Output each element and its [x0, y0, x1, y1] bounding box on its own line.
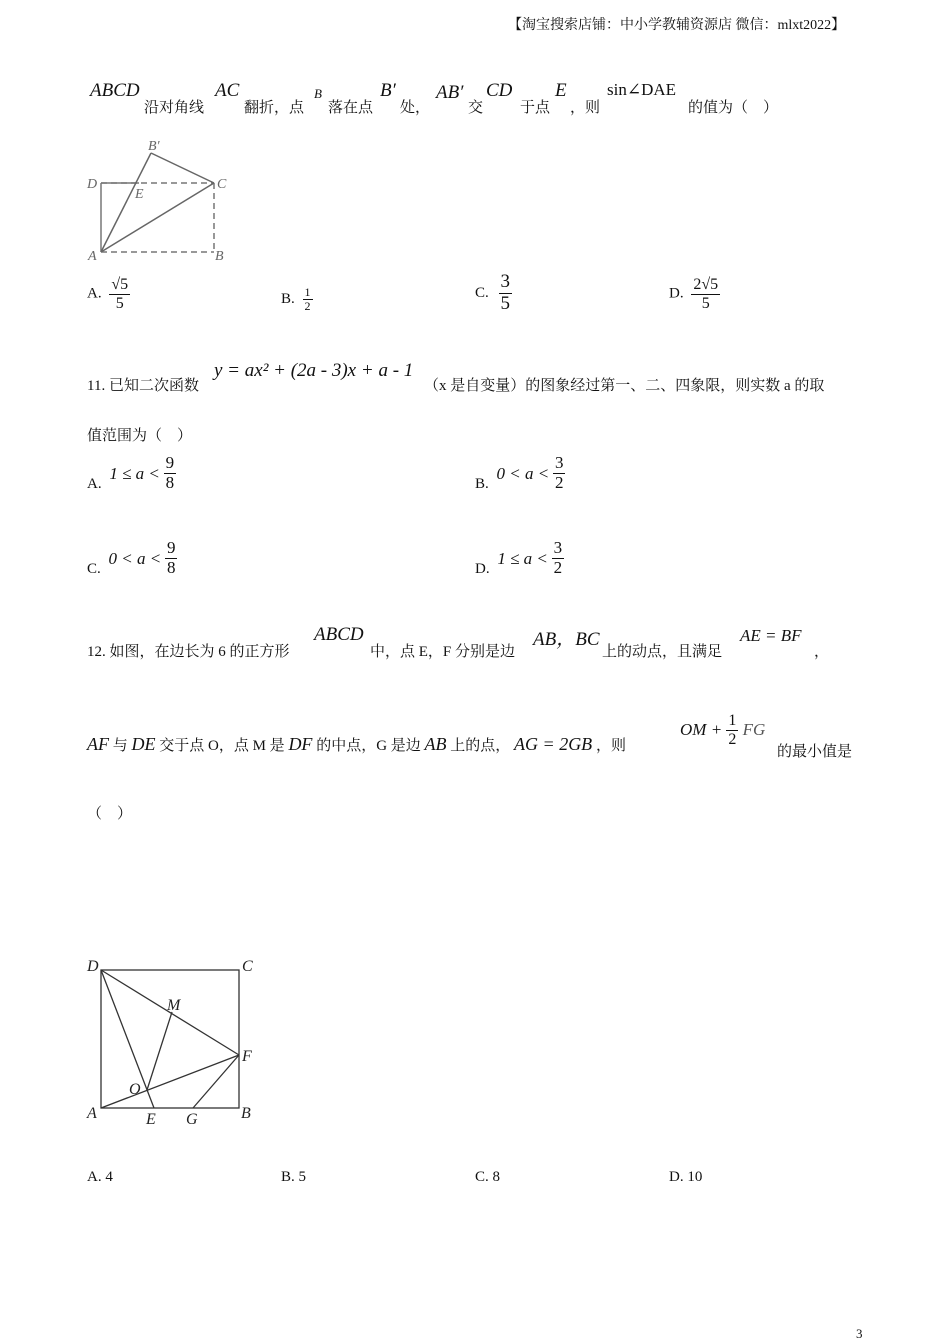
q12-text: 交于点 O，点 M 是 [159, 738, 285, 754]
header-watermark: 【淘宝搜索店铺：中小学教辅资源店 微信：mlxt2022】 [508, 18, 846, 33]
option-numerator: 2√5 [693, 276, 719, 293]
q12-text: 中，点 E，F 分别是边 [370, 644, 516, 660]
q11-prefix: 11. 已知二次函数 [87, 378, 199, 394]
q12-fg: FG [742, 720, 766, 740]
q12-line2 [87, 734, 626, 755]
q10-e: E [555, 80, 567, 101]
q12-line-de [101, 970, 154, 1108]
option-denominator: 5 [500, 292, 511, 314]
option-label: C. [475, 284, 489, 301]
q11-line2: 值范围为（ ） [87, 428, 193, 444]
q12-de: DE [131, 734, 156, 754]
q12-text: ，则 [595, 738, 626, 754]
q12-line-gf [193, 1055, 239, 1108]
q11-option-d[interactable] [475, 539, 564, 578]
q12-ab: AB [424, 734, 447, 754]
option-numerator: 3 [500, 271, 511, 292]
option-numerator: 3 [554, 453, 564, 473]
option-inequality: 1 ≤ a < [109, 463, 160, 483]
q10-text: 处， [400, 100, 431, 116]
q10-label-e: E [135, 187, 144, 202]
q12-half-num: 1 [728, 712, 737, 729]
q12-text: 上的动点，且满足 [602, 644, 723, 660]
option-label: B. [475, 476, 489, 492]
q10-text: 的值为（ ） [688, 100, 779, 116]
option-label: A. [87, 476, 102, 492]
q12-expression [680, 712, 765, 748]
option-label: A. [87, 285, 102, 302]
q12-label-c: C [242, 958, 253, 975]
q12-text: 上的点， [450, 738, 511, 754]
q12-line-af [101, 1055, 239, 1108]
option-denominator: 2 [553, 558, 563, 577]
q10-text: 落在点 [328, 100, 374, 116]
option-denominator: 2 [304, 299, 311, 314]
q10-b: B [314, 86, 322, 101]
q12-line3: （ ） [87, 806, 133, 822]
q12-label-o: O [129, 1081, 141, 1098]
q12-text: 的最小值是 [777, 744, 853, 760]
q12-square [101, 970, 239, 1108]
q10-text: 交 [468, 100, 484, 116]
q10-label-b: B [215, 249, 224, 264]
q12-option-b[interactable]: B. 5 [281, 1169, 307, 1185]
q10-option-b[interactable] [281, 286, 313, 313]
option-numerator: 9 [165, 453, 175, 473]
option-denominator: 2 [554, 473, 564, 492]
q10-option-d[interactable] [669, 276, 720, 312]
option-numerator: 9 [166, 538, 176, 558]
option-label: D. [475, 561, 490, 577]
q12-ag-2gb: AG = 2GB [514, 734, 593, 754]
q12-option-d[interactable]: D. 10 [669, 1169, 703, 1185]
q12-label-b: B [241, 1105, 251, 1122]
q12-df: DF [288, 734, 313, 754]
q11-formula: y = ax² + (2a - 3)x + a - 1 [214, 360, 414, 381]
q10-text: 于点 [520, 100, 551, 116]
q10-ab-prime: AB′ [436, 82, 464, 103]
q12-option-c[interactable]: C. 8 [475, 1169, 501, 1185]
q12-text: 的中点，G 是边 [316, 738, 421, 754]
q10-figure [84, 134, 234, 264]
q12-ab-bc: AB，BC [533, 629, 600, 650]
q10-option-a[interactable] [87, 276, 130, 312]
q10-label-a: A [88, 249, 97, 264]
q12-om-plus: OM + [680, 720, 723, 740]
option-inequality: 0 < a < [496, 463, 550, 483]
option-numerator: 3 [553, 538, 563, 558]
q11-suffix: （x 是自变量）的图象经过第一、二、四象限，则实数 a 的取 [424, 378, 825, 394]
option-denominator: 8 [166, 558, 176, 577]
option-inequality: 0 < a < [108, 548, 162, 568]
q12-half-den: 2 [728, 730, 737, 748]
option-numerator: 1 [304, 285, 311, 299]
q11-option-b[interactable] [475, 454, 565, 493]
q12-option-a[interactable]: A. 4 [87, 1169, 113, 1185]
q12-label-m: M [167, 997, 181, 1014]
q10-label-d: D [87, 177, 98, 192]
q12-label-a: A [87, 1105, 97, 1122]
option-label: C. [87, 561, 101, 577]
q12-label-g: G [186, 1111, 198, 1128]
q10-line-b-prime-c [151, 153, 214, 183]
q12-ae-bf: AE = BF [740, 626, 802, 645]
option-denominator: 8 [165, 473, 175, 492]
q12-text: ， [814, 644, 830, 660]
q11-option-a[interactable] [87, 454, 176, 493]
q10-sin-dae: sin∠DAE [607, 80, 677, 99]
q10-label-c: C [217, 177, 227, 192]
q10-text: 沿对角线 [144, 100, 205, 116]
q10-b-prime: B′ [380, 80, 396, 101]
q12-label-d: D [87, 958, 99, 975]
q10-ac: AC [215, 80, 240, 101]
q12-text: 与 [112, 738, 128, 754]
q12-abcd: ABCD [314, 624, 364, 645]
q10-abcd: ABCD [90, 80, 140, 101]
q12-label-f: F [242, 1048, 252, 1065]
q12-line-om [147, 1012, 172, 1090]
page-number: 3 [856, 1326, 863, 1341]
q12-figure [84, 954, 264, 1132]
option-label: D. [669, 285, 684, 302]
option-numerator: √5 [111, 276, 129, 293]
q11-option-c[interactable] [87, 539, 177, 578]
q12-af: AF [87, 734, 109, 754]
q10-text: 翻折，点 [244, 100, 305, 116]
option-denominator: 5 [701, 294, 710, 312]
option-label: B. [281, 291, 295, 308]
q12-label-e: E [146, 1111, 156, 1128]
option-denominator: 5 [115, 294, 124, 312]
option-inequality: 1 ≤ a < [497, 548, 548, 568]
q10-option-c[interactable] [475, 272, 512, 315]
q10-cd: CD [486, 80, 513, 101]
q10-text: ，则 [570, 100, 601, 116]
q12-text: 12. 如图，在边长为 6 的正方形 [87, 644, 290, 660]
q10-label-b-prime: B′ [148, 139, 160, 154]
